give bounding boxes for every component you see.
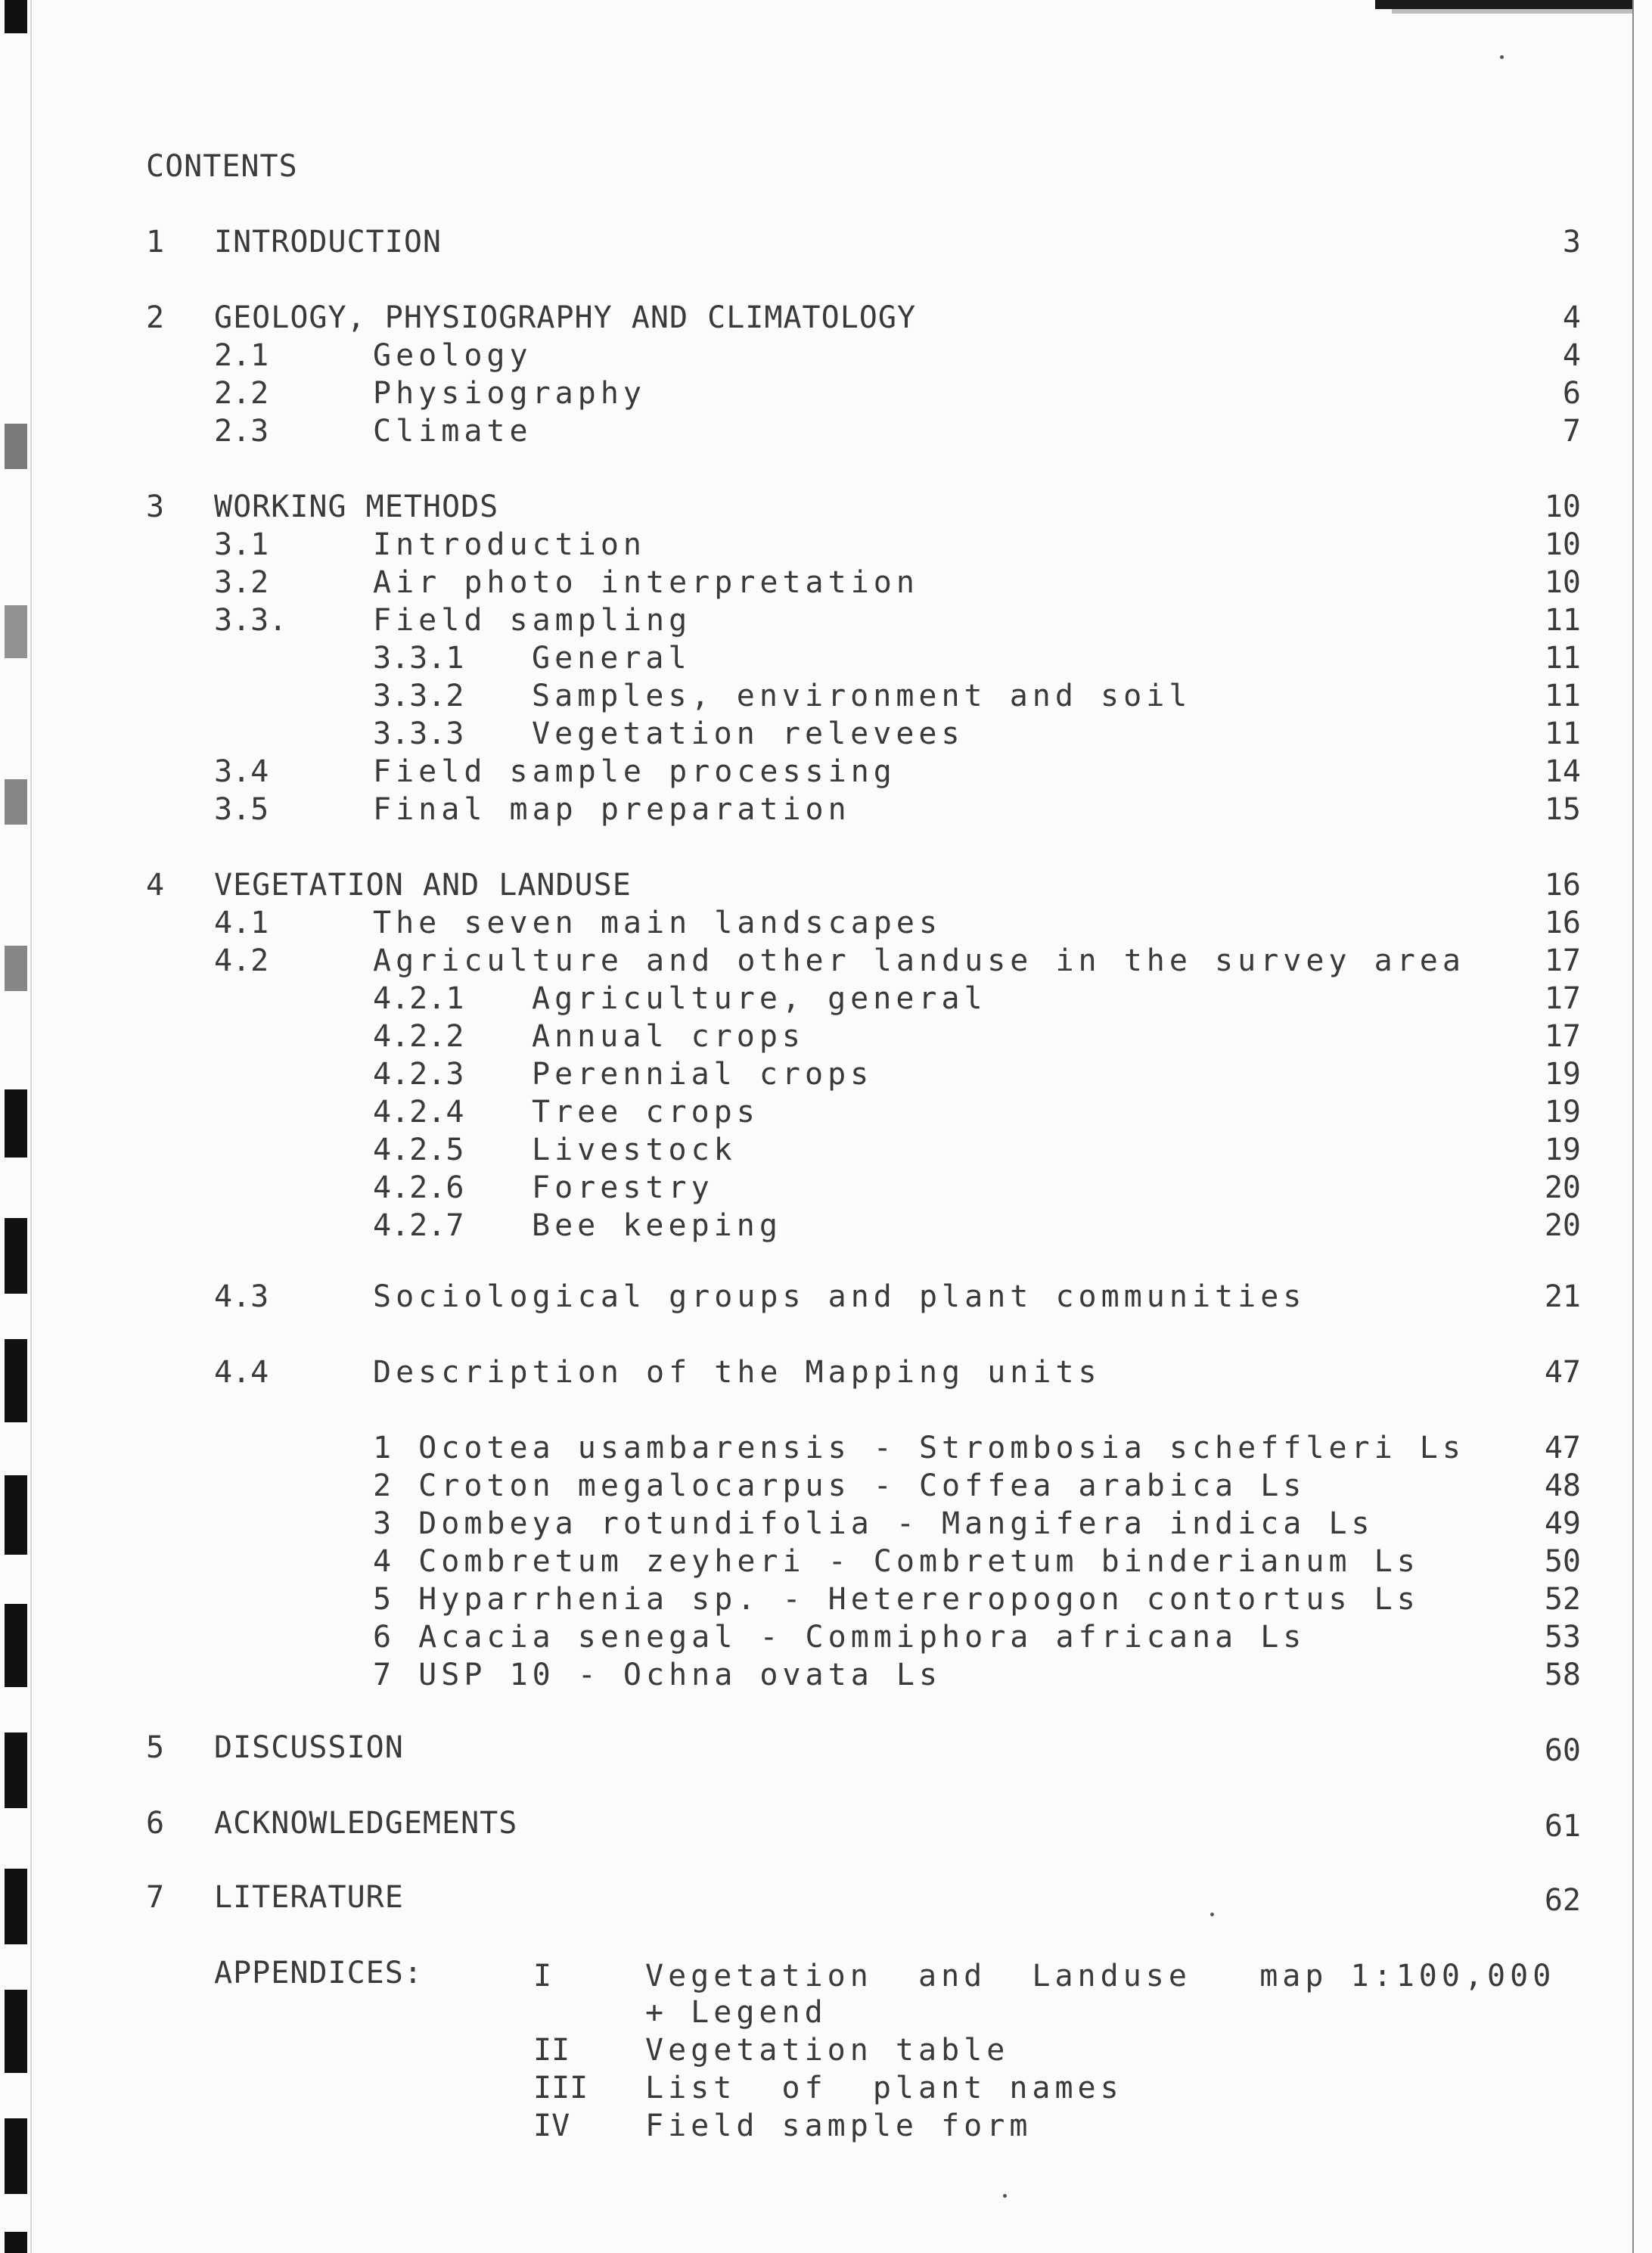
section-number: 7 [146, 1880, 165, 1915]
binding-mark [5, 1339, 27, 1422]
appendix-number: IV [533, 2108, 570, 2143]
appendix-title: + Legend [645, 1995, 828, 2030]
appendix-title: Vegetation table [645, 2033, 1010, 2068]
subsection-number: 2.3 [214, 414, 269, 449]
subsubsection-title: Perennial crops [532, 1057, 874, 1092]
subsubsection-number: 4.2.4 [373, 1095, 464, 1130]
section-title: ACKNOWLEDGEMENTS [214, 1806, 518, 1841]
page-number: 17 [1544, 981, 1581, 1016]
binding-mark [5, 1732, 27, 1808]
page-number: 58 [1544, 1658, 1581, 1692]
page-number: 19 [1544, 1095, 1581, 1130]
appendix-title: Vegetation and Landuse map 1:100,000 [645, 1959, 1556, 1994]
page-number: 17 [1544, 943, 1581, 978]
binding-mark [5, 1218, 27, 1294]
page-number: 7 [1562, 414, 1581, 449]
subsection-title: Final map preparation [373, 792, 851, 827]
page-number: 11 [1544, 603, 1581, 638]
page-number: 16 [1544, 906, 1581, 940]
subsection-title: Introduction [373, 527, 646, 562]
subsubsection-title: Forestry [532, 1170, 714, 1205]
section-number: 6 [146, 1806, 165, 1841]
page-number: 47 [1544, 1355, 1581, 1390]
page-number: 53 [1544, 1620, 1581, 1655]
page-number: 60 [1544, 1733, 1581, 1768]
subsection-number: 4.1 [214, 906, 269, 940]
subsection-title: Geology [373, 338, 533, 373]
subsection-title: Climate [373, 414, 533, 449]
subsubsection-number: 3.3.2 [373, 679, 464, 713]
subsubsection-title: Bee keeping [532, 1208, 782, 1243]
subsubsection-number: 4.2.6 [373, 1170, 464, 1205]
page-number: 4 [1562, 338, 1581, 373]
appendix-title: Field sample form [645, 2108, 1032, 2143]
speck [1003, 2194, 1007, 2198]
binding-mark [5, 605, 27, 658]
binding-mark [5, 2118, 27, 2194]
page-number: 16 [1544, 868, 1581, 903]
subsection-number: 3.4 [214, 754, 269, 789]
subsection-title: Field sample processing [373, 754, 896, 789]
section-number: 5 [146, 1730, 165, 1765]
section-number: 3 [146, 489, 165, 524]
subsection-title: Description of the Mapping units [373, 1355, 1101, 1390]
binding-mark [5, 2232, 27, 2253]
subsubsection-title: Agriculture, general [532, 981, 987, 1016]
appendix-number: II [533, 2033, 570, 2068]
page-number: 14 [1544, 754, 1581, 789]
subsubsection-title: Annual crops [532, 1019, 805, 1054]
speck [1210, 1913, 1214, 1916]
page-number: 19 [1544, 1057, 1581, 1092]
page-number: 3 [1562, 225, 1581, 259]
mapping-unit: 6 Acacia senegal - Commiphora africana Ls [373, 1620, 1306, 1655]
page-edge [1632, 0, 1634, 2253]
speck [1500, 55, 1504, 59]
page-number: 21 [1544, 1279, 1581, 1314]
subsection-number: 3.2 [214, 565, 269, 600]
binding-edge [0, 0, 35, 2253]
page-number: 17 [1544, 1019, 1581, 1054]
subsection-number: 2.2 [214, 376, 269, 411]
mapping-unit: 7 USP 10 - Ochna ovata Ls [373, 1658, 942, 1692]
page-number: 10 [1544, 527, 1581, 562]
binding-mark [5, 1869, 27, 1944]
appendix-number: I [533, 1959, 552, 1994]
mapping-unit: 2 Croton megalocarpus - Coffea arabica Ls [373, 1468, 1306, 1503]
binding-mark [5, 0, 27, 33]
page-number: 19 [1544, 1133, 1581, 1167]
page-number: 4 [1562, 300, 1581, 335]
page-number: 49 [1544, 1506, 1581, 1541]
page-number: 50 [1544, 1544, 1581, 1579]
subsection-title: Sociological groups and plant communities [373, 1279, 1306, 1314]
binding-mark [5, 779, 27, 825]
subsection-title: Agriculture and other landuse in the survey area [373, 943, 1465, 978]
page-number: 52 [1544, 1582, 1581, 1617]
page-number: 11 [1544, 641, 1581, 676]
mapping-unit: 1 Ocotea usambarensis - Strombosia scheffleri Ls [373, 1431, 1465, 1465]
section-number: 2 [146, 300, 165, 335]
page-number: 62 [1544, 1883, 1581, 1918]
mapping-unit: 3 Dombeya rotundifolia - Mangifera indica Ls [373, 1506, 1374, 1541]
appendix-title: List of plant names [645, 2071, 1123, 2105]
page-number: 6 [1562, 376, 1581, 411]
page-title: CONTENTS [146, 149, 298, 184]
subsection-number: 3.3. [214, 603, 287, 638]
subsection-number: 3.1 [214, 527, 269, 562]
subsubsection-number: 3.3.1 [373, 641, 464, 676]
section-title: WORKING METHODS [214, 489, 499, 524]
subsection-title: Field sampling [373, 603, 692, 638]
page-number: 20 [1544, 1208, 1581, 1243]
corner-smudge [1392, 9, 1632, 14]
section-number: 1 [146, 225, 165, 259]
page-number: 10 [1544, 489, 1581, 524]
page-number: 15 [1544, 792, 1581, 827]
section-number: 4 [146, 868, 165, 903]
subsection-title: Physiography [373, 376, 646, 411]
corner-smudge [1375, 0, 1632, 9]
binding-mark [5, 1475, 27, 1555]
subsection-number: 4.4 [214, 1355, 269, 1390]
binding-mark [5, 1089, 27, 1158]
subsubsection-number: 4.2.7 [373, 1208, 464, 1243]
appendices-label: APPENDICES: [214, 1956, 423, 1990]
subsection-number: 4.2 [214, 943, 269, 978]
subsubsection-title: Livestock [532, 1133, 737, 1167]
subsubsection-number: 4.2.2 [373, 1019, 464, 1054]
page-number: 11 [1544, 679, 1581, 713]
subsubsection-title: Tree crops [532, 1095, 759, 1130]
subsection-number: 3.5 [214, 792, 269, 827]
subsection-title: The seven main landscapes [373, 906, 942, 940]
mapping-unit: 4 Combretum zeyheri - Combretum binderianum Ls [373, 1544, 1420, 1579]
subsubsection-title: General [532, 641, 691, 676]
subsubsection-number: 4.2.5 [373, 1133, 464, 1167]
subsubsection-number: 4.2.1 [373, 981, 464, 1016]
binding-mark [5, 424, 27, 469]
page-number: 47 [1544, 1431, 1581, 1465]
binding-mark [5, 1604, 27, 1687]
binding-mark [5, 946, 27, 991]
section-title: VEGETATION AND LANDUSE [214, 868, 632, 903]
page-number: 48 [1544, 1468, 1581, 1503]
subsection-number: 4.3 [214, 1279, 269, 1314]
subsection-title: Air photo interpretation [373, 565, 919, 600]
page-number: 10 [1544, 565, 1581, 600]
subsubsection-title: Vegetation relevees [532, 716, 964, 751]
section-title: DISCUSSION [214, 1730, 404, 1765]
binding-mark [5, 1990, 27, 2073]
binding-shadow [30, 0, 32, 2253]
page-number: 11 [1544, 716, 1581, 751]
subsubsection-number: 4.2.3 [373, 1057, 464, 1092]
page-number: 20 [1544, 1170, 1581, 1205]
subsection-number: 2.1 [214, 338, 269, 373]
subsubsection-title: Samples, environment and soil [532, 679, 1192, 713]
section-title: INTRODUCTION [214, 225, 442, 259]
page-number: 61 [1544, 1809, 1581, 1844]
section-title: LITERATURE [214, 1880, 404, 1915]
subsubsection-number: 3.3.3 [373, 716, 464, 751]
appendix-number: III [533, 2071, 588, 2105]
section-title: GEOLOGY, PHYSIOGRAPHY AND CLIMATOLOGY [214, 300, 917, 335]
mapping-unit: 5 Hyparrhenia sp. - Hetereropogon contortus Ls [373, 1582, 1420, 1617]
